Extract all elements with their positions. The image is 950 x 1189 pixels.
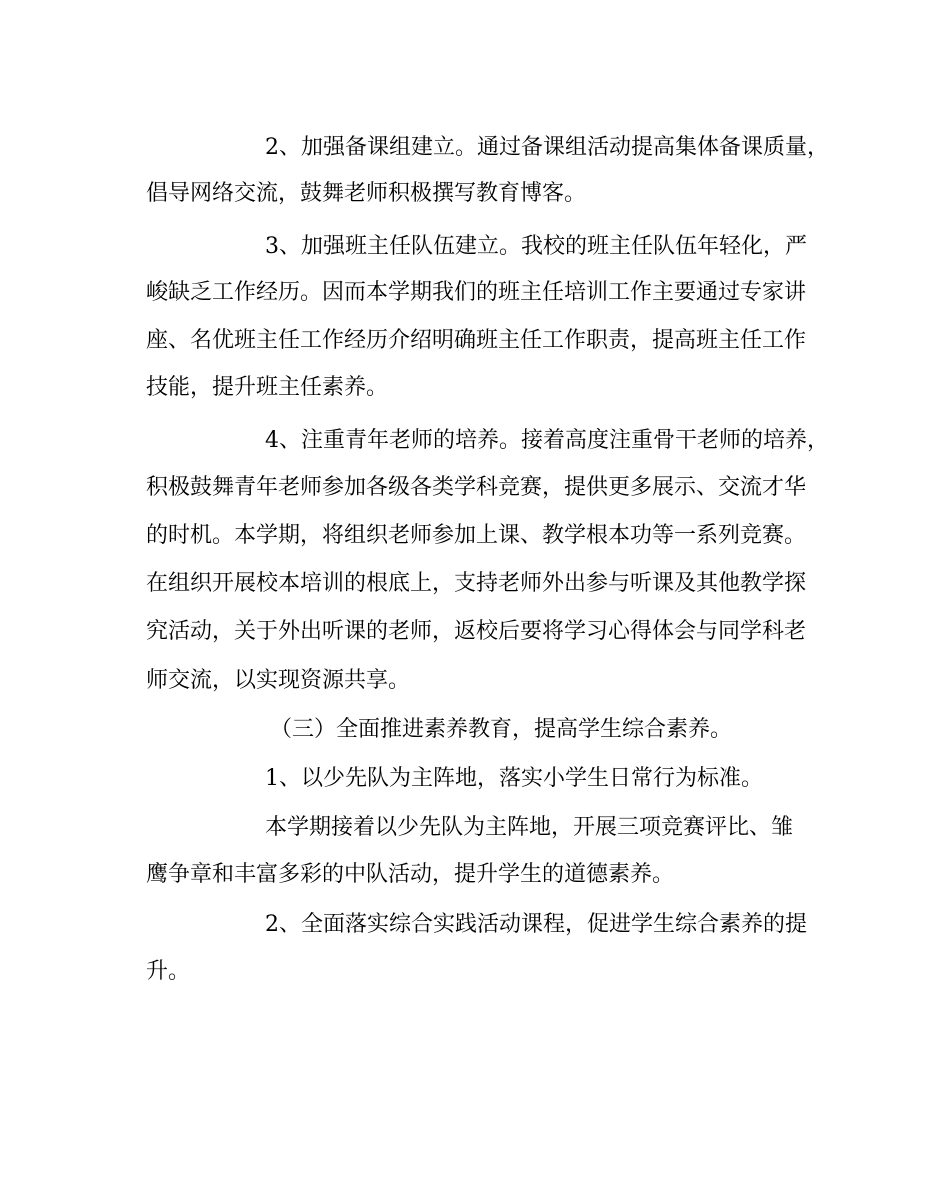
paragraph-line: 师交流，以实现资源共享。 [146, 668, 411, 693]
paragraph-line: 的时机。本学期，将组织老师参加上课、教学根本功等一系列竞赛。 [146, 523, 807, 548]
paragraph-line: 究活动，关于外出听课的老师，返校后要将学习心得体会与同学科老 [146, 619, 807, 644]
section-heading: （三）全面推进素养教育，提高学生综合素养。 [270, 717, 733, 742]
paragraph-line: 升。 [146, 959, 191, 984]
paragraph-line: 座、名优班主任工作经历介绍明确班主任工作职责，提高班主任工作 [146, 328, 807, 353]
paragraph-line: 技能，提升班主任素养。 [146, 375, 389, 400]
paragraph-line: 4、注重青年老师的培养。接着高度注重骨干老师的培养， [265, 428, 829, 453]
paragraph-line: 倡导网络交流，鼓舞老师积极撰写教育博客。 [146, 181, 587, 206]
paragraph-line: 峻缺乏工作经历。因而本学期我们的班主任培训工作主要通过专家讲 [146, 280, 807, 305]
paragraph-line: 在组织开展校本培训的根底上，支持老师外出参与听课及其他教学探 [146, 571, 807, 596]
subsection-heading: 1、以少先队为主阵地，落实小学生日常行为标准。 [265, 766, 763, 791]
paragraph-line: 鹰争章和丰富多彩的中队活动，提升学生的道德素养。 [146, 862, 675, 887]
paragraph-line: 3、加强班主任队伍建立。我校的班主任队伍年轻化，严 [265, 234, 807, 259]
paragraph-line: 2、加强备课组建立。通过备课组活动提高集体备课质量， [265, 135, 829, 160]
paragraph-line: 积极鼓舞青年老师参加各级各类学科竞赛，提供更多展示、交流才华 [146, 475, 807, 500]
paragraph-line: 2、全面落实综合实践活动课程，促进学生综合素养的提 [265, 912, 807, 937]
paragraph-line: 本学期接着以少先队为主阵地，开展三项竞赛评比、雏 [265, 815, 794, 840]
